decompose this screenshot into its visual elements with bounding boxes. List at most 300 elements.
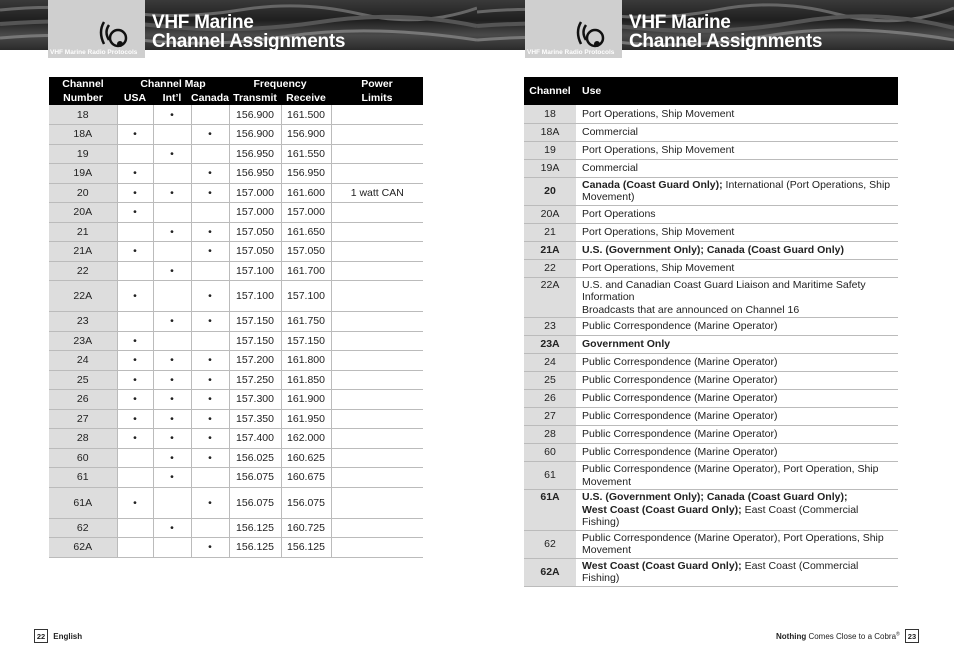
footer-right: [776, 629, 919, 643]
channel-cell: 23: [49, 312, 117, 332]
use-cell: [576, 426, 898, 444]
table-row: [524, 205, 898, 223]
table-row: [524, 105, 898, 123]
receive-cell: 157.050: [281, 242, 331, 262]
use-text: U.S. (Government Only); Canada (Coast Guard Only): [582, 243, 844, 256]
canada-cell: •: [191, 164, 229, 184]
table-header-row: [49, 91, 423, 105]
receive-cell: 156.125: [281, 538, 331, 558]
channel-cell: 22A: [524, 277, 576, 318]
table-row: [49, 538, 423, 558]
intl-cell: •: [153, 261, 191, 281]
use-text: Public Correspondence (Marine Operator): [582, 320, 778, 333]
use-cell: [576, 205, 898, 223]
registered-mark: ®: [896, 631, 900, 638]
logo-caption: VHF Marine Radio Protocols: [50, 49, 138, 56]
use-text: Port Operations, Ship Movement: [582, 107, 735, 120]
channel-cell: 61: [524, 462, 576, 490]
usa-cell: •: [117, 409, 153, 429]
table-row: [49, 448, 423, 468]
channel-cell: 27: [49, 409, 117, 429]
usa-cell: •: [117, 242, 153, 262]
channel-cell: 20A: [524, 205, 576, 223]
usa-cell: [117, 448, 153, 468]
table-row: [49, 409, 423, 429]
table-row: [49, 261, 423, 281]
use-cell: [576, 462, 898, 490]
power-limit-cell: [331, 429, 423, 449]
transmit-cell: 156.125: [229, 518, 281, 538]
table-row: [49, 370, 423, 390]
header-power: Power: [331, 77, 423, 91]
transmit-cell: 157.250: [229, 370, 281, 390]
use-text: Public Correspondence (Marine Operator): [582, 446, 778, 459]
usa-cell: •: [117, 487, 153, 518]
table-row: [49, 312, 423, 332]
use-text: West Coast (Coast Guard Only);: [582, 503, 742, 516]
receive-cell: 156.075: [281, 487, 331, 518]
canada-cell: •: [191, 242, 229, 262]
logo-box-right: [525, 0, 622, 58]
header-channel: Channel: [524, 77, 576, 105]
transmit-cell: 156.950: [229, 164, 281, 184]
intl-cell: •: [153, 390, 191, 410]
receive-cell: 161.800: [281, 351, 331, 371]
use-text: Public Correspondence (Marine Operator): [582, 392, 778, 405]
header-channel-map: Channel Map: [117, 77, 229, 91]
canada-cell: [191, 261, 229, 281]
table-row: [524, 462, 898, 490]
channel-cell: 23A: [49, 331, 117, 351]
use-text: Port Operations, Ship Movement: [582, 261, 735, 274]
intl-cell: [153, 538, 191, 558]
channel-cell: 61A: [49, 487, 117, 518]
channel-cell: 28: [49, 429, 117, 449]
canada-cell: •: [191, 448, 229, 468]
logo-caption: VHF Marine Radio Protocols: [527, 49, 615, 56]
use-text: Broadcasts that are announced on Channel 16: [582, 303, 800, 316]
usa-cell: [117, 144, 153, 164]
canada-cell: •: [191, 281, 229, 312]
transmit-cell: 157.300: [229, 390, 281, 410]
radio-wave-icon: [575, 20, 607, 50]
use-text: Port Operations, Ship Movement: [582, 143, 735, 156]
channel-cell: 21: [524, 223, 576, 241]
table-row: [524, 354, 898, 372]
use-cell: [576, 390, 898, 408]
intl-cell: [153, 203, 191, 223]
receive-cell: 160.625: [281, 448, 331, 468]
page-title: VHF Marine Channel Assignments: [629, 12, 823, 50]
canada-cell: •: [191, 370, 229, 390]
power-limit-cell: [331, 281, 423, 312]
power-limit-cell: [331, 390, 423, 410]
receive-cell: 161.650: [281, 222, 331, 242]
use-text: Commercial: [582, 161, 639, 174]
usa-cell: •: [117, 203, 153, 223]
usa-cell: [117, 105, 153, 125]
channel-cell: 19A: [49, 164, 117, 184]
power-limit-cell: [331, 261, 423, 281]
use-text: U.S. and Canadian Coast Guard Liaison and Maritime Safety Information: [582, 278, 866, 303]
channel-cell: 62A: [49, 538, 117, 558]
table-row: [524, 336, 898, 354]
usa-cell: •: [117, 281, 153, 312]
usa-cell: •: [117, 429, 153, 449]
use-cell: [576, 105, 898, 123]
use-cell: [576, 558, 898, 586]
use-cell: [576, 318, 898, 336]
power-limit-cell: [331, 203, 423, 223]
use-cell: [576, 177, 898, 205]
transmit-cell: 157.100: [229, 261, 281, 281]
table-row: [49, 105, 423, 125]
use-text: East Coast (Commercial Fishing): [582, 559, 859, 584]
table-row: [524, 490, 898, 531]
use-text: Public Correspondence (Marine Operator), Port Operation, Ship Movement: [582, 463, 879, 488]
table-row: [49, 429, 423, 449]
channel-cell: 19A: [524, 159, 576, 177]
channel-use-table: [524, 77, 898, 587]
power-limit-cell: [331, 222, 423, 242]
transmit-cell: 156.950: [229, 144, 281, 164]
power-limit-cell: [331, 312, 423, 332]
table-row: [524, 259, 898, 277]
intl-cell: [153, 242, 191, 262]
power-limit-cell: [331, 242, 423, 262]
power-limit-cell: [331, 331, 423, 351]
power-limit-cell: [331, 487, 423, 518]
page-number: 23: [905, 629, 919, 643]
receive-cell: 161.750: [281, 312, 331, 332]
intl-cell: •: [153, 351, 191, 371]
table-row: [524, 408, 898, 426]
canada-cell: •: [191, 487, 229, 518]
usa-cell: •: [117, 390, 153, 410]
canada-cell: •: [191, 409, 229, 429]
canada-cell: •: [191, 183, 229, 203]
use-text: Public Correspondence (Marine Operator): [582, 374, 778, 387]
power-limit-cell: [331, 409, 423, 429]
use-text: Port Operations: [582, 207, 656, 220]
power-limit-cell: [331, 370, 423, 390]
table-row: [49, 518, 423, 538]
intl-cell: [153, 331, 191, 351]
channel-cell: 24: [524, 354, 576, 372]
header-transmit: Transmit: [229, 91, 281, 105]
usa-cell: •: [117, 331, 153, 351]
channel-cell: 20A: [49, 203, 117, 223]
use-cell: [576, 490, 898, 531]
channel-cell: 61: [49, 468, 117, 488]
canada-cell: [191, 144, 229, 164]
transmit-cell: 157.050: [229, 242, 281, 262]
table-row: [524, 444, 898, 462]
use-cell: [576, 241, 898, 259]
use-text: West Coast (Coast Guard Only);: [582, 559, 742, 572]
channel-cell: 22: [49, 261, 117, 281]
channel-cell: 20: [524, 177, 576, 205]
power-limit-cell: [331, 448, 423, 468]
channel-cell: 22: [524, 259, 576, 277]
table-row: [524, 426, 898, 444]
table-row: [524, 141, 898, 159]
frequency-table: [49, 77, 423, 558]
use-text: Commercial: [582, 125, 639, 138]
receive-cell: 161.950: [281, 409, 331, 429]
intl-cell: •: [153, 105, 191, 125]
receive-cell: 157.100: [281, 281, 331, 312]
use-cell: [576, 336, 898, 354]
power-limit-cell: 1 watt CAN: [331, 183, 423, 203]
transmit-cell: 156.075: [229, 468, 281, 488]
receive-cell: 157.150: [281, 331, 331, 351]
table-row: [49, 164, 423, 184]
channel-cell: 62A: [524, 558, 576, 586]
channel-cell: 62: [49, 518, 117, 538]
canada-cell: [191, 331, 229, 351]
transmit-cell: 156.075: [229, 487, 281, 518]
transmit-cell: 156.125: [229, 538, 281, 558]
receive-cell: 160.675: [281, 468, 331, 488]
channel-cell: 61A: [524, 490, 576, 531]
intl-cell: [153, 164, 191, 184]
canada-cell: [191, 468, 229, 488]
header-channel: Channel: [49, 77, 117, 91]
transmit-cell: 157.150: [229, 312, 281, 332]
channel-cell: 19: [524, 141, 576, 159]
canada-cell: •: [191, 390, 229, 410]
table-row: [524, 390, 898, 408]
table-header-row: [524, 77, 898, 105]
intl-cell: •: [153, 518, 191, 538]
usa-cell: •: [117, 164, 153, 184]
channel-cell: 62: [524, 530, 576, 558]
channel-cell: 60: [524, 444, 576, 462]
canada-cell: •: [191, 429, 229, 449]
transmit-cell: 157.200: [229, 351, 281, 371]
use-cell: [576, 530, 898, 558]
channel-cell: 25: [49, 370, 117, 390]
intl-cell: •: [153, 183, 191, 203]
table-row: [524, 223, 898, 241]
usa-cell: [117, 468, 153, 488]
power-limit-cell: [331, 105, 423, 125]
use-text: U.S. (Government Only); Canada (Coast Guard Only);: [582, 491, 848, 503]
channel-cell: 18A: [524, 123, 576, 141]
channel-cell: 24: [49, 351, 117, 371]
channel-cell: 23A: [524, 336, 576, 354]
canada-cell: •: [191, 125, 229, 145]
use-cell: [576, 123, 898, 141]
power-limit-cell: [331, 518, 423, 538]
canada-cell: •: [191, 222, 229, 242]
power-limit-cell: [331, 538, 423, 558]
transmit-cell: 157.150: [229, 331, 281, 351]
channel-cell: 23: [524, 318, 576, 336]
power-limit-cell: [331, 164, 423, 184]
power-limit-cell: [331, 351, 423, 371]
usa-cell: [117, 518, 153, 538]
channel-cell: 18: [524, 105, 576, 123]
header-frequency: Frequency: [229, 77, 331, 91]
intl-cell: •: [153, 222, 191, 242]
usa-cell: •: [117, 183, 153, 203]
header-usa: USA: [117, 91, 153, 105]
channel-cell: 27: [524, 408, 576, 426]
tagline-text: Comes Close to a Cobra: [806, 632, 897, 641]
receive-cell: 161.600: [281, 183, 331, 203]
table-row: [49, 222, 423, 242]
tagline-bold: Nothing: [776, 632, 807, 641]
table-row: [49, 331, 423, 351]
channel-cell: 22A: [49, 281, 117, 312]
receive-cell: 162.000: [281, 429, 331, 449]
transmit-cell: 157.400: [229, 429, 281, 449]
table-row: [49, 351, 423, 371]
transmit-cell: 156.900: [229, 125, 281, 145]
page-number: 22: [34, 629, 48, 643]
logo-box-left: [48, 0, 145, 58]
table-row: [524, 530, 898, 558]
use-cell: [576, 408, 898, 426]
canada-cell: [191, 203, 229, 223]
channel-cell: 20: [49, 183, 117, 203]
table-row: [524, 318, 898, 336]
receive-cell: 161.550: [281, 144, 331, 164]
canada-cell: •: [191, 312, 229, 332]
usa-cell: [117, 538, 153, 558]
power-limit-cell: [331, 144, 423, 164]
receive-cell: 161.500: [281, 105, 331, 125]
use-text: Government Only: [582, 338, 671, 351]
table-row: [49, 487, 423, 518]
intl-cell: •: [153, 468, 191, 488]
use-text: Public Correspondence (Marine Operator): [582, 356, 778, 369]
transmit-cell: 157.000: [229, 183, 281, 203]
use-cell: [576, 223, 898, 241]
intl-cell: [153, 281, 191, 312]
intl-cell: •: [153, 370, 191, 390]
canada-cell: •: [191, 538, 229, 558]
table-row: [524, 277, 898, 318]
header-number: Number: [49, 91, 117, 105]
transmit-cell: 157.050: [229, 222, 281, 242]
channel-cell: 19: [49, 144, 117, 164]
transmit-cell: 157.350: [229, 409, 281, 429]
channel-cell: 28: [524, 426, 576, 444]
channel-cell: 60: [49, 448, 117, 468]
table-row: [49, 281, 423, 312]
channel-cell: 18A: [49, 125, 117, 145]
header-intl: Int’l: [153, 91, 191, 105]
receive-cell: 156.950: [281, 164, 331, 184]
channel-cell: 26: [49, 390, 117, 410]
intl-cell: •: [153, 429, 191, 449]
intl-cell: •: [153, 448, 191, 468]
table-row: [524, 241, 898, 259]
usa-cell: [117, 312, 153, 332]
use-text: Public Correspondence (Marine Operator): [582, 428, 778, 441]
footer-left: [34, 629, 82, 643]
use-text: Public Correspondence (Marine Operator), Port Operations, Ship Movement: [582, 531, 884, 556]
table-row: [524, 159, 898, 177]
table-row: [49, 390, 423, 410]
channel-cell: 21: [49, 222, 117, 242]
canada-cell: [191, 105, 229, 125]
use-text: Port Operations, Ship Movement: [582, 225, 735, 238]
use-text: Canada (Coast Guard Only);: [582, 178, 723, 191]
use-cell: [576, 141, 898, 159]
receive-cell: 160.725: [281, 518, 331, 538]
intl-cell: •: [153, 144, 191, 164]
power-limit-cell: [331, 468, 423, 488]
table-row: [49, 242, 423, 262]
channel-cell: 21A: [49, 242, 117, 262]
usa-cell: •: [117, 351, 153, 371]
transmit-cell: 157.100: [229, 281, 281, 312]
use-cell: [576, 444, 898, 462]
intl-cell: •: [153, 312, 191, 332]
header-canada: Canada: [191, 91, 229, 104]
use-text: East Coast (Commercial Fishing): [582, 503, 859, 528]
channel-cell: 21A: [524, 241, 576, 259]
channel-cell: 25: [524, 372, 576, 390]
channel-cell: 18: [49, 105, 117, 125]
use-text: Public Correspondence (Marine Operator): [582, 410, 778, 423]
radio-wave-icon: [98, 20, 130, 50]
table-row: [524, 123, 898, 141]
table-row: [49, 144, 423, 164]
power-limit-cell: [331, 125, 423, 145]
use-cell: [576, 354, 898, 372]
table-row: [49, 203, 423, 223]
use-cell: [576, 372, 898, 390]
table-header-row: [49, 77, 423, 91]
table-row: [49, 125, 423, 145]
use-cell: [576, 259, 898, 277]
channel-cell: 26: [524, 390, 576, 408]
use-text: International (Port Operations, Ship Movement): [582, 178, 891, 203]
table-row: [49, 468, 423, 488]
usa-cell: [117, 222, 153, 242]
header-use: Use: [576, 77, 898, 105]
usa-cell: •: [117, 370, 153, 390]
use-cell: [576, 159, 898, 177]
page-title: VHF Marine Channel Assignments: [152, 12, 346, 50]
receive-cell: 161.900: [281, 390, 331, 410]
intl-cell: •: [153, 409, 191, 429]
transmit-cell: 157.000: [229, 203, 281, 223]
receive-cell: 157.000: [281, 203, 331, 223]
intl-cell: [153, 487, 191, 518]
canada-cell: [191, 518, 229, 538]
receive-cell: 156.900: [281, 125, 331, 145]
language-label: English: [53, 632, 83, 641]
transmit-cell: 156.025: [229, 448, 281, 468]
header-limits: Limits: [331, 91, 423, 105]
receive-cell: 161.700: [281, 261, 331, 281]
usa-cell: •: [117, 125, 153, 145]
usa-cell: [117, 261, 153, 281]
use-cell: [576, 277, 898, 318]
table-row: [524, 177, 898, 205]
table-row: [524, 372, 898, 390]
canada-cell: •: [191, 351, 229, 371]
transmit-cell: 156.900: [229, 105, 281, 125]
receive-cell: 161.850: [281, 370, 331, 390]
table-row: [49, 183, 423, 203]
